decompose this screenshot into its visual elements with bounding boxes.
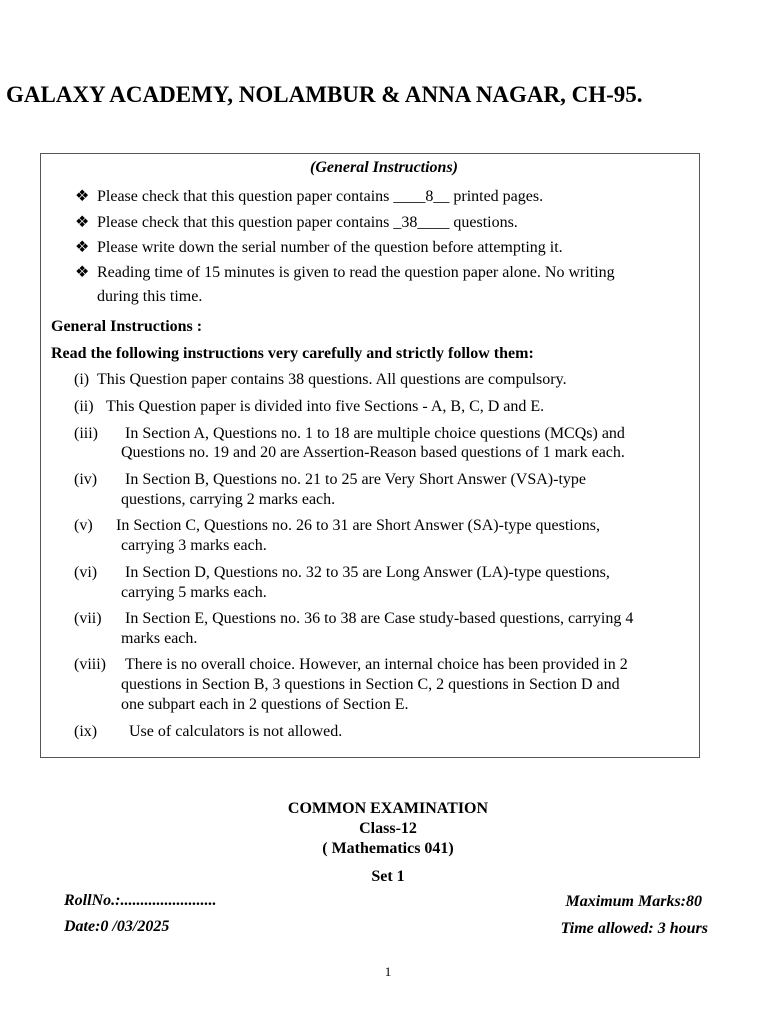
item-text: questions, carrying 2 marks each. — [121, 491, 336, 508]
item-number: (vii) — [74, 610, 102, 627]
item-text: questions in Section B, 3 questions in Section C, 2 questions in Section D and — [121, 676, 620, 693]
item-text: carrying 5 marks each. — [121, 584, 267, 601]
item-text: This Question paper contains 38 questions. All questions are compulsory. — [97, 371, 567, 388]
item-text: In Section D, Questions no. 32 to 35 are Long Answer (LA)-type questions, — [125, 564, 610, 581]
exam-set: Set 1 — [371, 868, 405, 885]
instruction-bullet: ❖ Please write down the serial number of the question before attempting it. — [75, 239, 563, 256]
diamond-bullet-icon: ❖ — [75, 264, 90, 281]
item-number: (iv) — [74, 471, 98, 488]
item-number: (i) — [74, 371, 90, 388]
item-number: (v) — [74, 517, 93, 534]
item-text: In Section C, Questions no. 26 to 31 are Short Answer (SA)-type questions, — [116, 517, 600, 534]
bullet-continuation: during this time. — [97, 288, 203, 305]
maximum-marks: Maximum Marks:80 — [565, 893, 702, 910]
diamond-bullet-icon: ❖ — [75, 214, 90, 231]
instructions-title: (General Instructions) — [309, 159, 459, 176]
exam-class: Class-12 — [359, 820, 417, 837]
roll-number: RollNo.:........................ — [64, 892, 217, 909]
instruction-bullet: ❖ Please check that this question paper contains ____8__ printed pages. — [75, 188, 544, 205]
item-text: Questions no. 19 and 20 are Assertion-Reason based questions of 1 mark each. — [121, 444, 625, 461]
item-number: (ii) — [74, 398, 94, 415]
item-number: (vi) — [74, 564, 98, 581]
item-text: marks each. — [121, 630, 198, 647]
item-text: This Question paper is divided into five Sections - A, B, C, D and E. — [106, 398, 545, 415]
item-number: (ix) — [74, 723, 98, 740]
general-instructions-subheading: Read the following instructions very carefully and strictly follow them: — [51, 345, 534, 362]
instruction-bullet: ❖ Please check that this question paper contains _38____ questions. — [75, 214, 518, 231]
instruction-bullet: ❖ Reading time of 15 minutes is given to read the question paper alone. No writing — [75, 264, 615, 281]
item-text: one subpart each in 2 questions of Section E. — [121, 696, 409, 713]
item-text: There is no overall choice. However, an internal choice has been provided in 2 — [125, 656, 628, 673]
item-text: carrying 3 marks each. — [121, 537, 267, 554]
item-text: In Section A, Questions no. 1 to 18 are multiple choice questions (MCQs) and — [125, 425, 625, 442]
page-number: 1 — [384, 964, 392, 979]
item-number: (iii) — [74, 425, 98, 442]
item-text: Use of calculators is not allowed. — [129, 723, 343, 740]
diamond-bullet-icon: ❖ — [75, 188, 90, 205]
diamond-bullet-icon: ❖ — [75, 239, 90, 256]
exam-subject: ( Mathematics 041) — [322, 840, 454, 857]
item-text: In Section B, Questions no. 21 to 25 are Very Short Answer (VSA)-type — [125, 471, 586, 488]
general-instructions-heading: General Instructions : — [51, 318, 203, 335]
exam-date: Date:0 /03/2025 — [64, 918, 170, 935]
exam-title: COMMON EXAMINATION — [287, 800, 489, 817]
item-text: In Section E, Questions no. 36 to 38 are Case study-based questions, carrying 4 — [125, 610, 634, 627]
school-name: GALAXY ACADEMY, NOLAMBUR & ANNA NAGAR, CH-95. — [6, 82, 643, 107]
time-allowed: Time allowed: 3 hours — [560, 920, 708, 937]
item-number: (viii) — [74, 656, 106, 673]
